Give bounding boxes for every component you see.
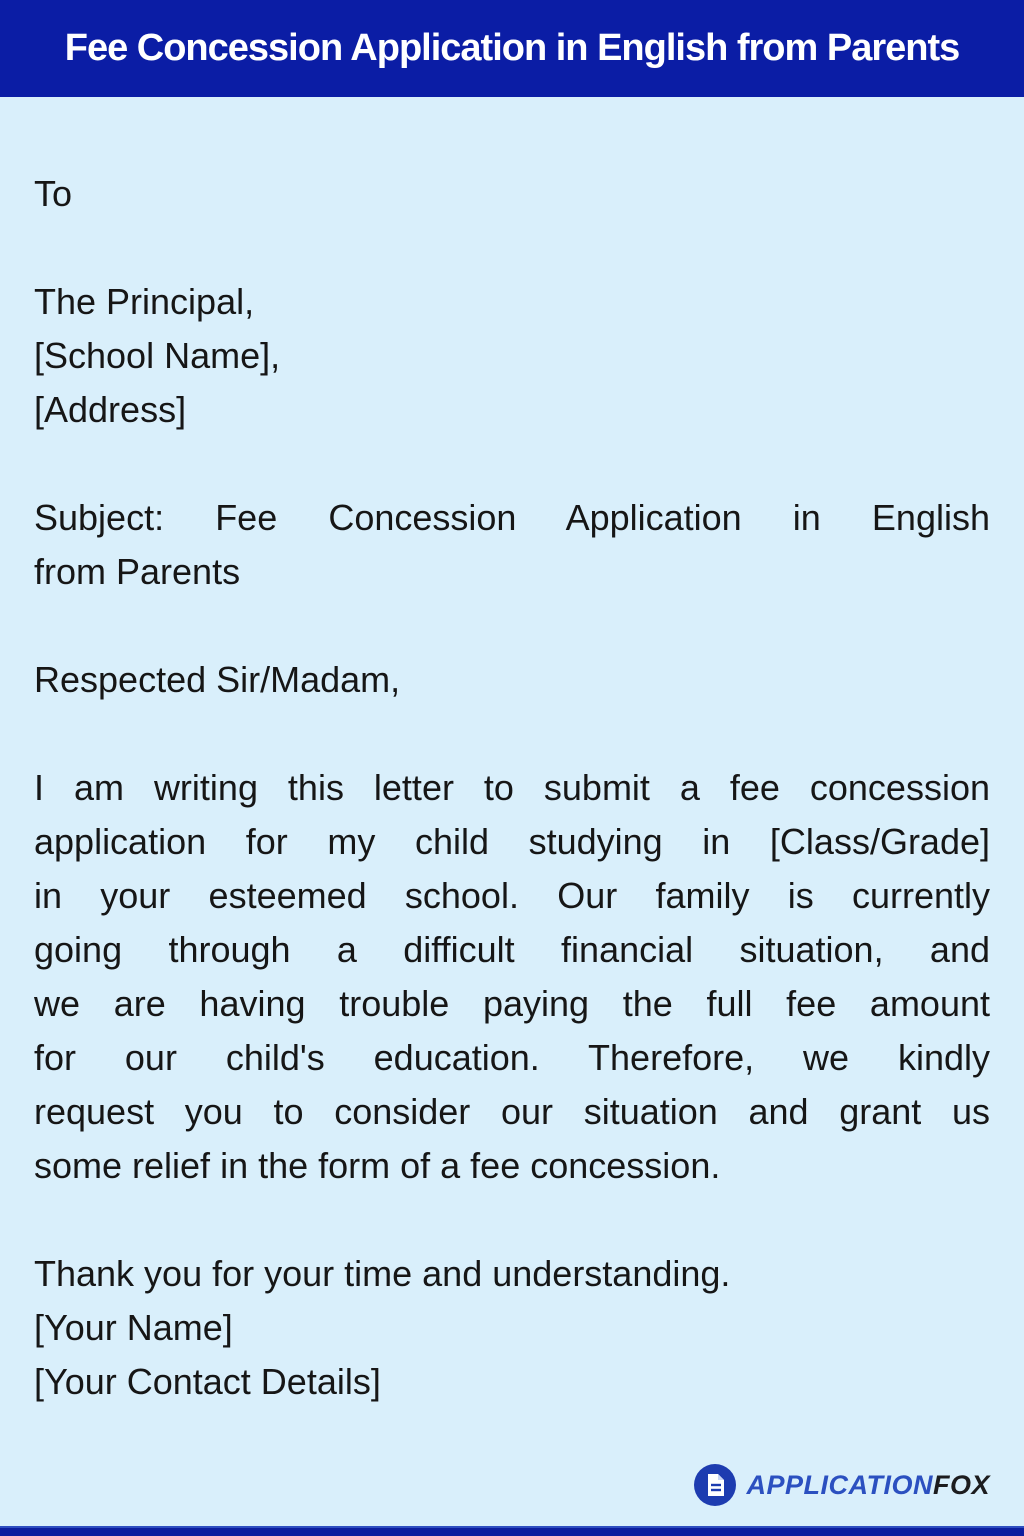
body-line: for our child's education. Therefore, we kindly: [34, 1037, 990, 1078]
body-paragraph: [34, 761, 990, 1193]
document-icon: [693, 1463, 737, 1507]
greeting-line: Respected Sir/Madam,: [34, 659, 401, 700]
subject-line: Subject: Fee Concession Application in English: [34, 497, 990, 538]
brand-wordmark: [746, 1470, 990, 1501]
closing-line: [Your Name]: [34, 1307, 233, 1348]
greeting: [34, 653, 990, 707]
recipient-line: [School Name],: [34, 335, 281, 376]
letter-body: [0, 97, 1024, 1409]
closing-block: [34, 1247, 990, 1409]
body-line: in your esteemed school. Our family is currently: [34, 875, 990, 916]
brand-primary: APPLICATION: [746, 1469, 933, 1500]
body-line: request you to consider our situation and grant us: [34, 1091, 990, 1132]
body-line: we are having trouble paying the full fee amount: [34, 983, 990, 1024]
subject-line: from Parents: [34, 551, 241, 592]
closing-line: [Your Contact Details]: [34, 1361, 381, 1402]
title-banner: [0, 0, 1024, 97]
page-title: Fee Concession Application in English from Parents: [64, 27, 960, 69]
subject-block: [34, 491, 990, 599]
salutation-line: To: [34, 173, 73, 214]
body-line: going through a difficult financial situation, and: [34, 929, 990, 970]
body-line: I am writing this letter to submit a fee concession: [34, 767, 990, 808]
closing-line: Thank you for your time and understanding.: [34, 1253, 731, 1294]
footer-bar: [0, 1526, 1024, 1536]
applicationfox-logo: [693, 1461, 990, 1509]
body-line: application for my child studying in [Class/Grade]: [34, 821, 990, 862]
recipient-block: [34, 275, 990, 437]
recipient-line: [Address]: [34, 389, 187, 430]
salutation: [34, 167, 990, 221]
brand-secondary: FOX: [932, 1469, 990, 1500]
body-line: some relief in the form of a fee concession.: [34, 1145, 721, 1186]
recipient-line: The Principal,: [34, 281, 255, 322]
